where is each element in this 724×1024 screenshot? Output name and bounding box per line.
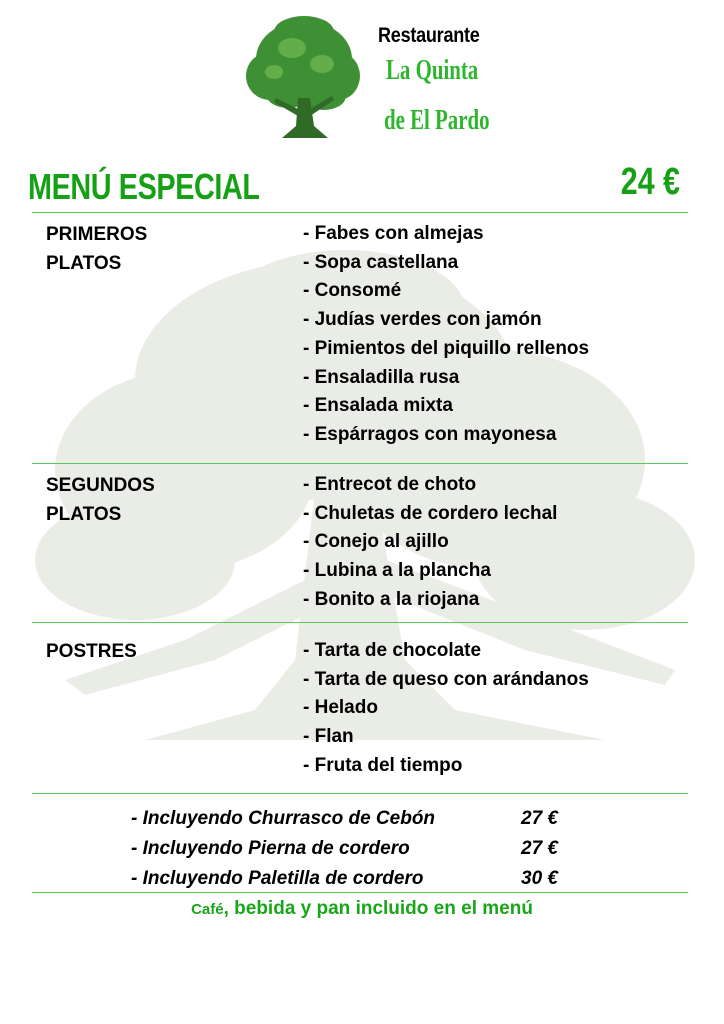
- dish-list-primeros: [303, 220, 589, 450]
- dish-list-postres: [303, 637, 589, 781]
- dish-item: - Pimientos del piquillo rellenos: [303, 337, 590, 359]
- dish-item: - Fruta del tiempo: [303, 754, 463, 776]
- dish-item: - Sopa castellana: [303, 251, 459, 273]
- supplement-item: [131, 836, 581, 866]
- section-label-line: PLATOS: [46, 253, 122, 274]
- footer-note: [0, 898, 724, 920]
- footer-note-prefix: Café: [191, 901, 224, 918]
- restaurant-name-line2: de El Pardo: [384, 104, 490, 136]
- menu-price: 24 €: [620, 161, 680, 203]
- supplement-price: 27 €: [521, 808, 558, 829]
- supplement-item: [131, 806, 581, 836]
- supplement-price: 27 €: [521, 838, 558, 859]
- restaurant-label: Restaurante: [378, 24, 480, 47]
- dish-item: - Entrecot de choto: [303, 474, 477, 495]
- divider: [32, 793, 688, 794]
- dish-item: - Ensaladilla rusa: [303, 366, 460, 388]
- supplement-name: - Incluyendo Churrasco de Cebón: [131, 808, 436, 829]
- dish-item: - Ensalada mixta: [303, 395, 453, 417]
- tree-icon: [244, 14, 362, 142]
- section-label-line: POSTRES: [46, 641, 137, 662]
- dish-list-segundos: [303, 471, 557, 615]
- dish-item: - Tarta de chocolate: [303, 640, 482, 661]
- dish-item: - Conejo al ajillo: [303, 531, 449, 553]
- dish-item: - Chuletas de cordero lechal: [303, 502, 558, 524]
- dish-item: - Flan: [303, 726, 354, 748]
- restaurant-name-line1: La Quinta: [386, 54, 479, 86]
- dish-item: - Bonito a la riojana: [303, 588, 480, 610]
- dish-item: - Tarta de queso con arándanos: [303, 668, 589, 690]
- section-label-segundos: [46, 471, 246, 529]
- divider: [32, 622, 688, 623]
- footer-note-rest: , bebida y pan incluido en el menú: [223, 898, 533, 919]
- section-label-postres: [46, 637, 246, 666]
- dish-item: - Espárragos con mayonesa: [303, 423, 557, 445]
- supplement-name: - Incluyendo Paletilla de cordero: [131, 868, 424, 889]
- dish-item: - Fabes con almejas: [303, 223, 484, 244]
- dish-item: - Judías verdes con jamón: [303, 309, 542, 331]
- section-label-line: PLATOS: [46, 504, 122, 525]
- section-label-line: PRIMEROS: [46, 224, 148, 245]
- divider: [32, 892, 688, 893]
- section-label-primeros: [46, 220, 246, 278]
- supplement-name: - Incluyendo Pierna de cordero: [131, 838, 410, 859]
- supplement-list: [131, 806, 581, 896]
- dish-item: - Consomé: [303, 280, 402, 302]
- divider: [32, 463, 688, 464]
- dish-item: - Lubina a la plancha: [303, 560, 491, 582]
- divider: [32, 212, 688, 213]
- supplement-price: 30 €: [521, 868, 558, 889]
- section-label-line: SEGUNDOS: [46, 475, 155, 496]
- menu-title: MENÚ ESPECIAL: [28, 166, 260, 207]
- dish-item: - Helado: [303, 697, 378, 719]
